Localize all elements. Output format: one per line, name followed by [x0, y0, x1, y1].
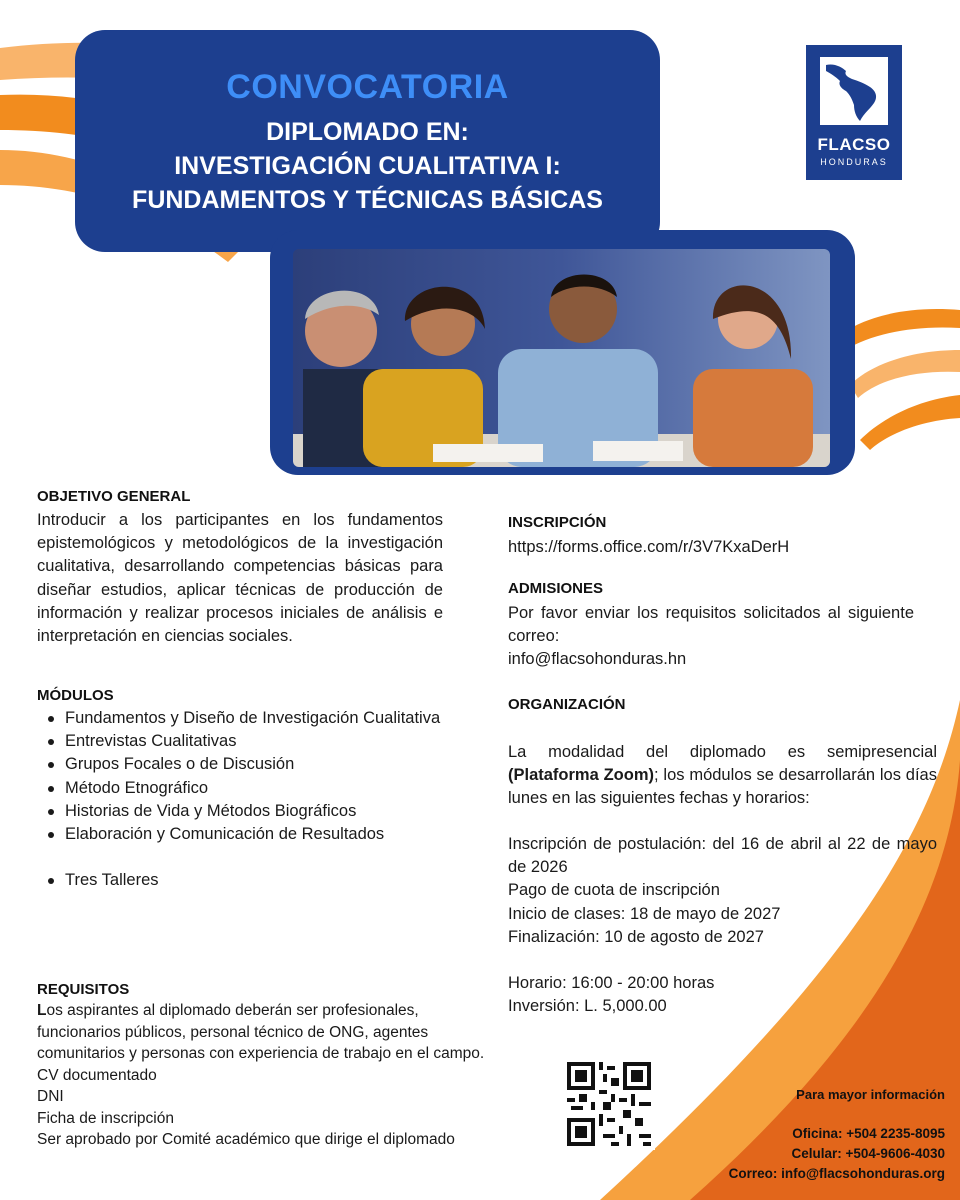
organizacion-platform: (Plataforma Zoom) [508, 766, 654, 785]
latin-america-map-icon [820, 57, 888, 125]
page-title: CONVOCATORIA [226, 68, 509, 106]
organizacion-text-after: ; los módulos se desarrollarán los días lunes en las siguientes fechas y horarios: [508, 766, 937, 808]
requisitos-text [37, 1000, 485, 1151]
list-item: Historias de Vida y Métodos Biográficos [37, 800, 443, 823]
objetivo-text: Introducir a los participantes en los fundamentos epistemológicos y metodológicos de la investigación cualitativa, desarrollando competencias básicas para diseñar estudios, aplicar técnicas de producción de información y realizar procesos iniciales de análisis e interpretación en ciencias sociales. [37, 511, 443, 646]
fecha-item: Finalización: 10 de agosto de 2027 [508, 927, 764, 946]
list-item: Grupos Focales o de Discusión [37, 753, 443, 776]
organizacion-fechas [508, 833, 937, 949]
inscripcion-title: INSCRIPCIÓN [508, 514, 607, 531]
fecha-item: Pago de cuota de inscripción [508, 881, 720, 900]
list-item: Elaboración y Comunicación de Resultados [37, 823, 443, 846]
list-item: Fundamentos y Diseño de Investigación Cualitativa [37, 707, 443, 730]
list-item: Método Etnográfico [37, 777, 443, 800]
organizacion-text-before: La modalidad del diplomado es semipresencial [508, 743, 937, 761]
group-meeting-photo [293, 249, 830, 467]
contact-title: Para mayor información [796, 1087, 945, 1102]
header-card [75, 30, 660, 252]
requisito-item: Ser aprobado por Comité académico que dirige el diplomado [37, 1131, 455, 1148]
requisitos-intro-first-letter: L [37, 1002, 47, 1019]
horario: Horario: 16:00 - 20:00 horas [508, 974, 715, 992]
contact-oficina: Oficina: +504 2235-8095 [792, 1126, 945, 1141]
requisito-item: DNI [37, 1088, 64, 1105]
subtitle-line-3: FUNDAMENTOS Y TÉCNICAS BÁSICAS [132, 186, 603, 214]
list-item: Entrevistas Cualitativas [37, 730, 443, 753]
organizacion-text [508, 741, 937, 811]
modulos-title: MÓDULOS [37, 687, 114, 704]
contact-correo[interactable]: Correo: info@flacsohonduras.org [728, 1166, 945, 1181]
admisiones-title: ADMISIONES [508, 580, 604, 597]
logo-name: FLACSO [817, 135, 891, 154]
qr-code-icon[interactable] [563, 1058, 655, 1150]
organizacion-title: ORGANIZACIÓN [508, 696, 626, 713]
contact-celular: Celular: +504-9606-4030 [791, 1146, 945, 1161]
requisitos-title: REQUISITOS [37, 981, 130, 998]
fecha-item: Inscripción de postulación: del 16 de abril al 22 de mayo de 2026 [508, 835, 937, 877]
inscripcion-link[interactable]: https://forms.office.com/r/3V7KxaDerH [508, 538, 790, 556]
fecha-item: Inicio de clases: 18 de mayo de 2027 [508, 904, 781, 923]
requisito-item: CV documentado [37, 1066, 157, 1084]
requisito-item: Ficha de inscripción [37, 1109, 174, 1127]
inversion: Inversión: L. 5,000.00 [508, 997, 667, 1015]
flacso-logo [806, 45, 902, 180]
requisitos-intro-rest: os aspirantes al diplomado deberán ser profesionales, funcionarios públicos, personal técnico de ONG, agentes comunitarios y personas con experiencia de trabajo en el campo. [37, 1002, 485, 1062]
list-item: Tres Talleres [37, 869, 443, 892]
requisitos-intro [37, 1000, 485, 1065]
subtitle-line-1: DIPLOMADO EN: [266, 118, 469, 146]
logo-country: HONDURAS [820, 157, 888, 167]
admisiones-email[interactable]: info@flacsohonduras.hn [508, 650, 687, 668]
subtitle-line-2: INVESTIGACIÓN CUALITATIVA I: [174, 152, 561, 180]
admisiones-text: Por favor enviar los requisitos solicitados al siguiente correo: [508, 604, 914, 646]
modulos-list [37, 707, 443, 892]
objetivo-title: OBJETIVO GENERAL [37, 488, 191, 505]
